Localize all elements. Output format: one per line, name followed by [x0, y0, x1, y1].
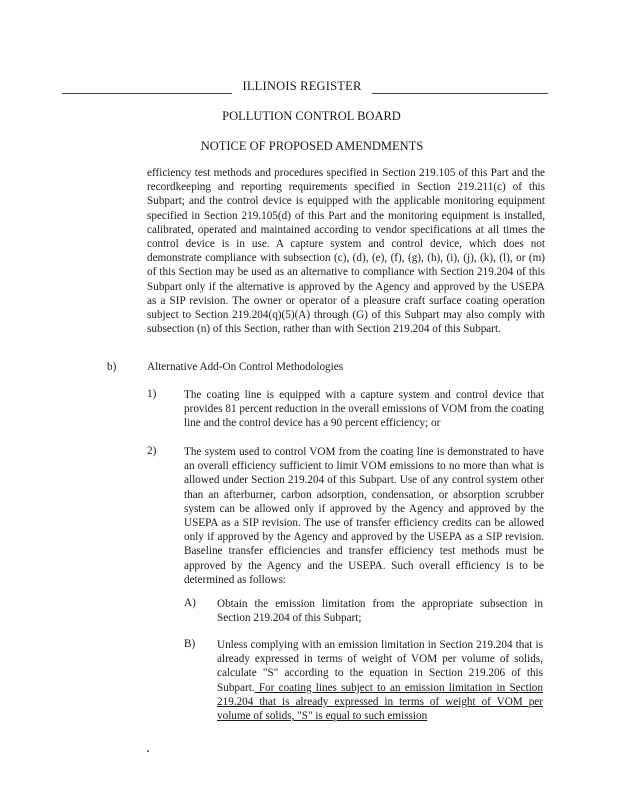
margin-dot	[147, 750, 149, 752]
notice-title: NOTICE OF PROPOSED AMENDMENTS	[200, 139, 424, 153]
board-title: POLLUTION CONTROL BOARD	[222, 109, 401, 123]
item-b-paragraph	[217, 638, 543, 723]
header-rule-left	[62, 93, 232, 94]
intro-paragraph: efficiency test methods and procedures specified in Section 219.105 of this Part and the recordkeeping and reporting requirements specified in Section 219.211(c) of this Subpart; and the control device is equipped with the applicable monitoring equipment specified in Section 219.105(d) of this Part and the monitoring equipment is installed, calibrated, operated and maintained according to vendor specifications at all times the control device is in use. A capture system and control device, which does not demonstrate compliance with subsection (c), (d), (e), (f), (g), (h), (i), (j), (k), (l), or (m) of this Section may be used as an alternative to compliance with Section 219.204 of this Subpart only if the alternative is approved by the Agency and approved by the USEPA as a SIP revision. The owner or operator of a pleasure craft surface coating operation subject to Section 219.204(q)(5)(A) through (G) of this Subpart may also comply with subsection (n) of this Section, rather than with Section 219.204 of this Subpart.	[147, 167, 545, 336]
item-a-label: A)	[184, 597, 196, 609]
item-b-label: B)	[184, 638, 196, 650]
section-b-label: b)	[107, 361, 117, 373]
item-b-text: Unless complying with an emission limitation in Section 219.204 that is already expressed in terms of weight of VOM per volume of solids, calculate "S" according to the equation in Section 219.206 of this Subpart.	[217, 639, 543, 694]
item-2-text: The system used to control VOM from the coating line is demonstrated to have an overall efficiency sufficient to limit VOM emissions to no more than what is allowed under Section 219.204 of this Subpart. Use of any control system other than an afterburner, carbon adsorption, condensation, or absorption scrubber system can be allowed only if approved by the Agency and approved by the USEPA as a SIP revision. The use of transfer efficiency credits can be allowed only if approved by the Agency and approved by the USEPA as a SIP revision. Baseline transfer efficiencies and transfer efficiency test methods must be approved by the Agency and the USEPA. Such overall efficiency is to be determined as follows:	[184, 446, 544, 586]
item-1-text: The coating line is equipped with a capture system and control device that provides 81 percent reduction in the overall emissions of VOM from the coating line and the control device has a 90 percent efficiency; or	[184, 389, 544, 430]
item-a-text: Obtain the emission limitation from the appropriate subsection in Section 219.204 of this Subpart;	[217, 598, 543, 625]
item-b-inserted-text: For coating lines subject to an emission limitation in Section 219.204 that is already expressed in terms of weight of VOM per volume of solids, "S" is equal to such emission	[217, 681, 543, 723]
item-1-label: 1)	[147, 388, 157, 400]
section-b-heading: Alternative Add-On Control Methodologies	[147, 361, 344, 373]
register-title: ILLINOIS REGISTER	[242, 79, 362, 93]
header-rule-right	[372, 93, 548, 94]
item-2-label: 2)	[147, 445, 157, 457]
